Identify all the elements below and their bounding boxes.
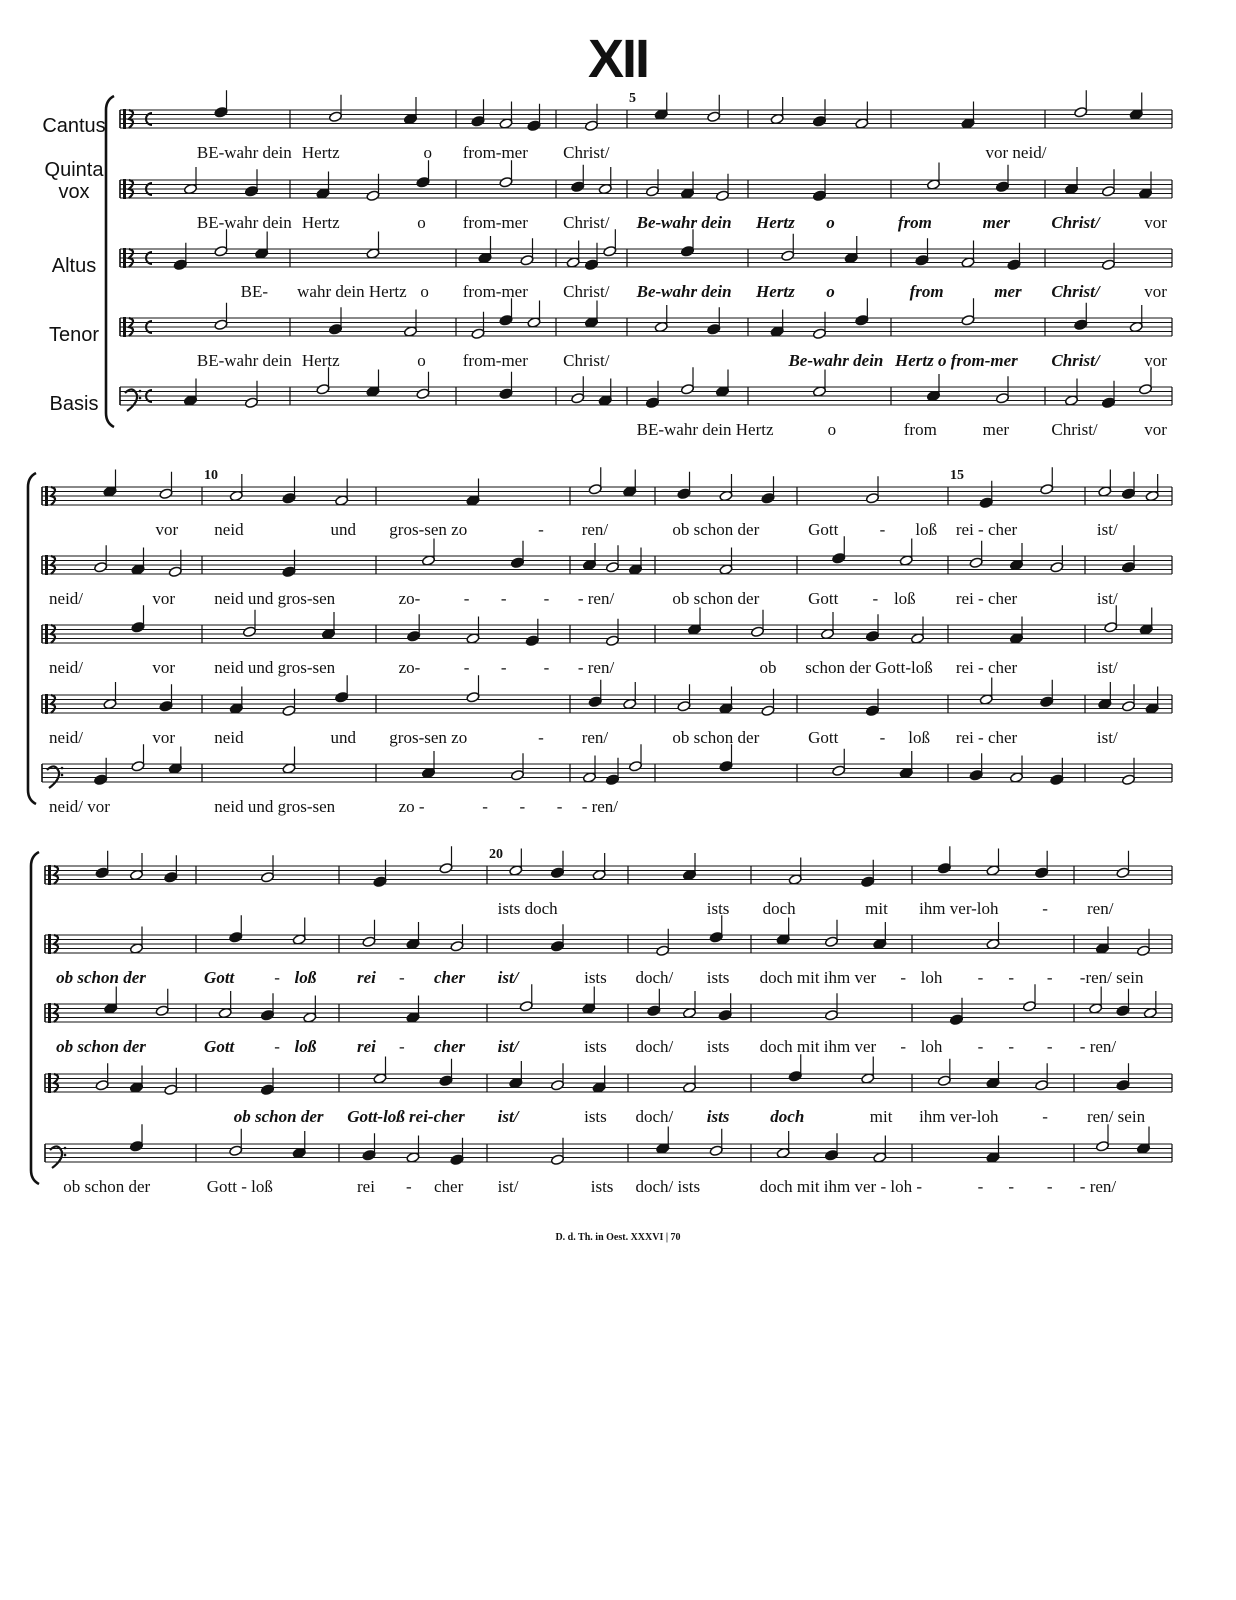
lyric: ists doch xyxy=(497,899,558,918)
lyric: und xyxy=(330,520,356,539)
lyric: - xyxy=(1046,968,1053,987)
lyric: - xyxy=(500,589,507,608)
lyric: rei - cher xyxy=(955,728,1018,747)
lyric: BE-wahr dein Hertz xyxy=(636,420,774,439)
staff-altus xyxy=(45,984,1172,1025)
lyric: cher xyxy=(434,1037,466,1056)
c-clef-icon xyxy=(45,624,48,644)
c-clef-icon xyxy=(48,865,51,885)
lyric: wahr dein Hertz xyxy=(297,282,407,301)
lyric: - xyxy=(543,589,550,608)
system-bracket xyxy=(31,852,39,1184)
lyric: ists xyxy=(584,968,607,987)
staff-basis xyxy=(120,367,1172,411)
lyric: Gott xyxy=(808,728,839,747)
lyric: ihm ver-loh xyxy=(919,899,999,918)
lyric: from xyxy=(903,420,937,439)
lyric: - xyxy=(900,968,907,987)
system-3 xyxy=(31,846,1172,1196)
lyric: ren/ xyxy=(1087,899,1114,918)
lyric: - xyxy=(872,589,879,608)
lyric: Christ/ xyxy=(1051,213,1100,232)
lyric: Christ/ xyxy=(563,282,610,301)
voice-name: Quinta xyxy=(44,159,104,181)
lyric: - xyxy=(879,728,886,747)
voice-name: Tenor xyxy=(48,324,100,346)
lyric: loß xyxy=(294,1037,317,1056)
lyric: ob schon der xyxy=(56,968,146,987)
lyric: vor xyxy=(152,658,176,677)
f-clef-dot xyxy=(139,390,142,393)
c-clef-icon xyxy=(123,109,126,129)
staff-altus xyxy=(42,605,1172,646)
lyric: vor xyxy=(1144,282,1167,301)
lyric: rei xyxy=(357,1177,375,1196)
staff-quinta-vox xyxy=(45,915,1172,956)
lyric: - xyxy=(1046,1037,1053,1056)
lyric: Christ/ xyxy=(563,213,610,232)
lyric: Hertz xyxy=(756,282,795,301)
lyric: - ren/ xyxy=(577,589,615,608)
lyric: - xyxy=(900,1037,907,1056)
lyric: - ren/ xyxy=(581,797,619,816)
c-clef-icon xyxy=(48,1003,51,1023)
lyric: Hertz xyxy=(301,213,340,232)
lyric: neid und gros-sen xyxy=(214,589,336,608)
lyric: ist/ xyxy=(1096,658,1118,677)
lyric: - xyxy=(1042,899,1048,918)
lyric: vor xyxy=(152,728,176,747)
lyric: ihm ver-loh xyxy=(919,1107,999,1126)
lyric: loß xyxy=(915,520,938,539)
lyric: vor xyxy=(1144,213,1167,232)
lyric: ist/ xyxy=(497,1177,519,1196)
lyric: - xyxy=(543,658,550,677)
f-clef-dot xyxy=(139,397,142,400)
lyric: loh xyxy=(920,1037,943,1056)
lyric: from xyxy=(909,282,944,301)
lyric: vor xyxy=(155,520,179,539)
staff-tenor xyxy=(120,298,1172,339)
lyric: - xyxy=(977,968,984,987)
staff-quinta-vox xyxy=(42,536,1172,577)
lyric: ist/ xyxy=(1096,589,1118,608)
lyric: neid/ xyxy=(49,728,84,747)
lyric: ob schon der xyxy=(63,1177,151,1196)
c-clef-icon xyxy=(45,555,48,575)
lyric: from-mer xyxy=(462,351,528,370)
system-1 xyxy=(42,90,1172,439)
staff-basis xyxy=(42,744,1172,788)
lyric: loh xyxy=(920,968,943,987)
lyric: Christ/ xyxy=(563,351,610,370)
lyric: neid xyxy=(214,728,244,747)
lyric: doch/ xyxy=(635,968,674,987)
lyric: BE-wahr dein xyxy=(196,143,292,162)
lyric: mer xyxy=(994,282,1022,301)
staff-basis xyxy=(45,1124,1172,1168)
lyric: vor xyxy=(1144,351,1167,370)
lyric: schon der Gott-loß xyxy=(805,658,933,677)
staff-cantus xyxy=(45,846,1172,887)
lyric: neid/ vor xyxy=(49,797,110,816)
lyric: - xyxy=(1008,1037,1015,1056)
lyric: Christ/ xyxy=(1051,351,1100,370)
lyric: - xyxy=(538,728,544,747)
lyric: neid/ xyxy=(49,658,84,677)
lyric: zo- xyxy=(398,589,421,608)
lyric: - ren/ xyxy=(577,658,615,677)
c-clef-icon xyxy=(48,1073,51,1093)
lyric: vor neid/ xyxy=(985,143,1047,162)
staff-quinta-vox xyxy=(120,160,1172,201)
lyric: - xyxy=(977,1037,984,1056)
lyric: ist/ xyxy=(497,1107,519,1126)
lyric: ob schon der xyxy=(672,728,760,747)
measure-number: 20 xyxy=(489,847,503,862)
lyric: -ren/ sein xyxy=(1079,968,1144,987)
lyric: BE- xyxy=(240,282,269,301)
f-clef-dot xyxy=(64,1147,67,1150)
staff-altus xyxy=(120,229,1172,270)
lyric: ob schon der xyxy=(672,520,760,539)
lyric: from xyxy=(897,213,932,232)
lyric: - xyxy=(500,658,507,677)
lyric: Christ/ xyxy=(1051,282,1100,301)
lyric: doch xyxy=(762,899,796,918)
lyric: Gott-loß rei-cher xyxy=(347,1107,465,1126)
lyric: ists xyxy=(706,1107,730,1126)
lyric: - xyxy=(399,968,405,987)
c-clef-icon xyxy=(48,934,51,954)
lyric: doch/ ists xyxy=(635,1177,701,1196)
lyric: cher xyxy=(434,968,466,987)
lyric: - xyxy=(556,797,563,816)
lyric: o xyxy=(423,143,433,162)
lyric: - xyxy=(406,1177,412,1196)
lyric: neid xyxy=(214,520,244,539)
lyric: neid/ xyxy=(49,589,84,608)
lyric: ren/ xyxy=(581,520,609,539)
lyric: ob schon der xyxy=(56,1037,146,1056)
lyric: rei xyxy=(357,968,376,987)
staff-tenor xyxy=(42,675,1172,716)
lyric: - xyxy=(538,520,544,539)
system-2 xyxy=(28,467,1172,816)
lyric: Hertz xyxy=(756,213,795,232)
c-clef-icon xyxy=(123,248,126,268)
lyric: rei - cher xyxy=(955,520,1018,539)
lyric: doch mit ihm ver xyxy=(759,1037,877,1056)
lyric: ist/ xyxy=(497,1037,519,1056)
lyric: ren/ sein xyxy=(1087,1107,1146,1126)
lyric: Hertz o from-mer xyxy=(895,351,1018,370)
lyric: zo- xyxy=(398,658,421,677)
lyric: BE-wahr dein xyxy=(196,213,292,232)
lyric: - xyxy=(463,589,470,608)
lyric: gros-sen zo xyxy=(389,520,468,539)
system-bracket xyxy=(28,473,36,804)
lyric: - xyxy=(1008,968,1015,987)
lyric: ists xyxy=(706,899,730,918)
lyric: neid und gros-sen xyxy=(214,658,336,677)
lyric: ob xyxy=(759,658,777,677)
system-bracket xyxy=(106,96,114,427)
lyric: mer xyxy=(982,420,1010,439)
lyric: BE-wahr dein xyxy=(196,351,292,370)
lyric: - ren/ xyxy=(1079,1037,1117,1056)
staff-tenor xyxy=(45,1054,1172,1095)
lyric: Hertz xyxy=(301,351,340,370)
lyric: ist/ xyxy=(1096,520,1118,539)
lyric: Be-wahr dein xyxy=(636,213,732,232)
lyric: - xyxy=(977,1177,984,1196)
lyric: Christ/ xyxy=(1051,420,1098,439)
lyric: - ren/ xyxy=(1079,1177,1117,1196)
lyric: Hertz xyxy=(301,143,340,162)
lyric: loß xyxy=(908,728,930,747)
piece-number: XII xyxy=(587,29,649,89)
lyric: Gott xyxy=(808,589,839,608)
lyric: Be-wahr dein xyxy=(636,282,732,301)
lyric: ist/ xyxy=(1096,728,1118,747)
lyric: loß xyxy=(294,968,317,987)
lyric: - xyxy=(274,968,280,987)
lyric: ists xyxy=(706,968,730,987)
lyric: ob schon der xyxy=(233,1107,324,1126)
lyric: rei - cher xyxy=(955,658,1018,677)
lyric: doch mit ihm ver - loh - xyxy=(759,1177,923,1196)
lyric: mer xyxy=(982,213,1010,232)
lyric: ists xyxy=(590,1177,614,1196)
lyric: from-mer xyxy=(462,143,528,162)
c-clef-icon xyxy=(123,179,126,199)
lyric: ists xyxy=(584,1037,607,1056)
lyric: ists xyxy=(584,1107,607,1126)
lyric: loß xyxy=(893,589,916,608)
lyric: doch xyxy=(770,1107,805,1126)
lyric: o xyxy=(417,351,426,370)
lyric: neid und gros-sen xyxy=(214,797,336,816)
lyric: ist/ xyxy=(497,968,519,987)
measure-number: 5 xyxy=(629,91,636,106)
lyric: und xyxy=(330,728,356,747)
lyric: ob schon der xyxy=(672,589,760,608)
measure-number: 15 xyxy=(950,468,964,483)
measure-number: 10 xyxy=(204,468,218,483)
lyric: mit xyxy=(869,1107,893,1126)
lyric: cher xyxy=(434,1177,464,1196)
footer-reference: D. d. Th. in Oest. XXXVI | 70 xyxy=(555,1232,681,1243)
c-clef-icon xyxy=(123,317,126,337)
lyric: - xyxy=(519,797,526,816)
voice-name: Cantus xyxy=(42,115,106,137)
lyric: vor xyxy=(152,589,176,608)
lyric: ren/ xyxy=(581,728,609,747)
voice-name: vox xyxy=(58,181,90,203)
f-clef-dot xyxy=(61,774,64,777)
voice-name: Basis xyxy=(49,393,99,415)
staff-cantus xyxy=(120,90,1172,131)
lyric: - xyxy=(879,520,886,539)
lyric: o xyxy=(417,213,426,232)
lyric: - xyxy=(1008,1177,1015,1196)
c-clef-icon xyxy=(45,694,48,714)
lyric: - xyxy=(1042,1107,1048,1126)
voice-name: Altus xyxy=(51,255,97,277)
lyric: o xyxy=(826,213,835,232)
lyric: o xyxy=(826,282,835,301)
f-clef-dot xyxy=(64,1154,67,1157)
lyric: from-mer xyxy=(462,282,528,301)
lyric: doch mit ihm ver xyxy=(759,968,877,987)
lyric: doch/ xyxy=(635,1037,674,1056)
lyric: - xyxy=(463,658,470,677)
lyric: rei xyxy=(357,1037,376,1056)
lyric: vor xyxy=(1144,420,1167,439)
lyric: ists xyxy=(706,1037,730,1056)
lyric: o xyxy=(420,282,429,301)
lyric: doch/ xyxy=(635,1107,674,1126)
lyric: from-mer xyxy=(462,213,528,232)
c-clef-icon xyxy=(45,486,48,506)
lyric: Be-wahr dein xyxy=(788,351,884,370)
lyric: - xyxy=(482,797,488,816)
lyric: - xyxy=(274,1037,280,1056)
f-clef-dot xyxy=(61,767,64,770)
lyric: o xyxy=(827,420,837,439)
lyric: Gott xyxy=(204,968,235,987)
lyric: Gott - loß xyxy=(206,1177,273,1196)
lyric: - xyxy=(399,1037,405,1056)
lyric: rei - cher xyxy=(955,589,1018,608)
lyric: Gott xyxy=(808,520,839,539)
lyric: Christ/ xyxy=(563,143,610,162)
lyric: - xyxy=(1046,1177,1053,1196)
lyric: zo - xyxy=(398,797,425,816)
lyric: Gott xyxy=(204,1037,235,1056)
lyric: gros-sen zo xyxy=(389,728,468,747)
lyric: mit xyxy=(865,899,888,918)
